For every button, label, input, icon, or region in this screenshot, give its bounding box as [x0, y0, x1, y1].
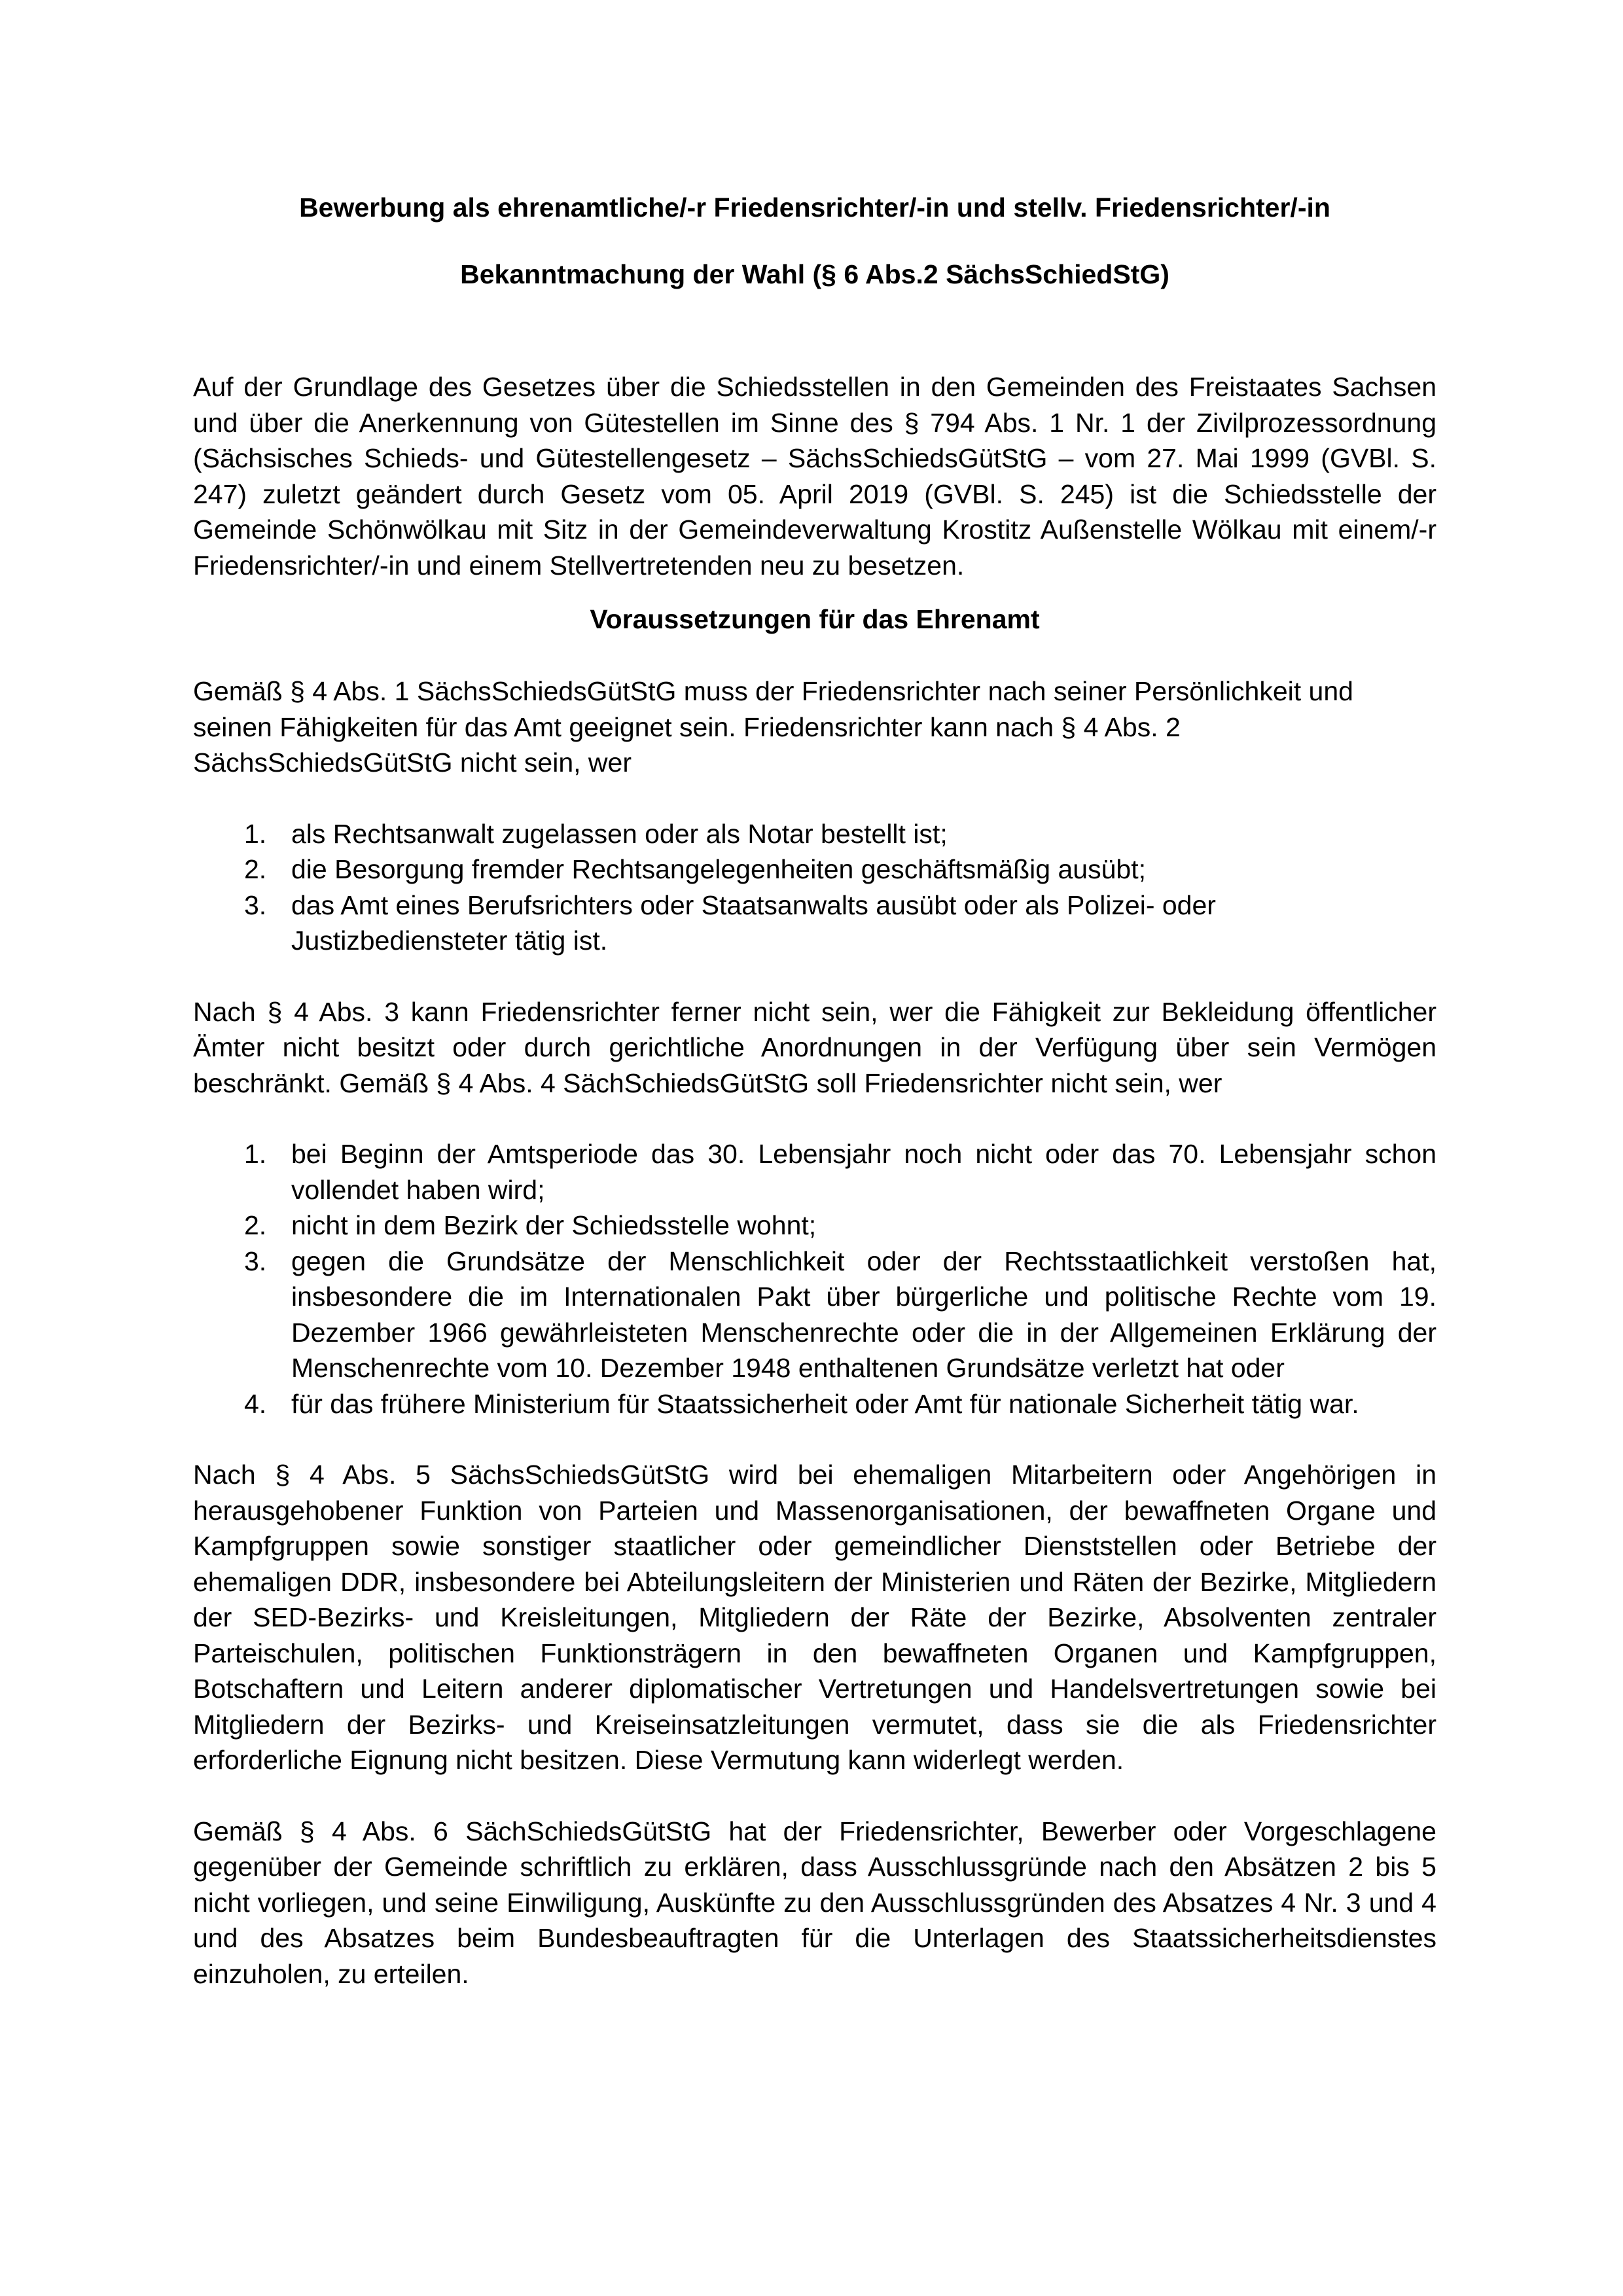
list-item-text: das Amt eines Berufsrichters oder Staatsanwalts ausübt oder als Polizei- oder Justizbediensteter tätig ist.: [291, 889, 1216, 956]
list-item-text: nicht in dem Bezirk der Schiedsstelle wohnt;: [291, 1210, 817, 1240]
list-item-text: die Besorgung fremder Rechtsangelegenheiten geschäftsmäßig ausübt;: [291, 854, 1146, 884]
document-subtitle: Bekanntmachung der Wahl (§ 6 Abs.2 SächsSchiedStG): [460, 259, 1169, 289]
list-item-text: bei Beginn der Amtsperiode das 30. Lebensjahr noch nicht oder das 70. Lebensjahr schon vollendet haben wird;: [291, 1139, 1436, 1205]
document-page: [193, 190, 1436, 1992]
list-item-text: für das frühere Ministerium für Staatssicherheit oder Amt für nationale Sicherheit tätig war.: [291, 1388, 1359, 1419]
list-item: [193, 1208, 1436, 1244]
list-item-number: 1.: [244, 1139, 267, 1169]
paragraph-abs1-2: Gemäß § 4 Abs. 1 SächsSchiedsGütStG muss der Friedensrichter nach seiner Persönlichkeit und seinen Fähigkeiten für das Amt geeignet sein. Friedensrichter kann nach § 4 Abs. 2 SächsSchiedsGütStG nicht sein, wer: [193, 676, 1353, 778]
list-item-number: 3.: [244, 889, 267, 920]
list-item-text: gegen die Grundsätze der Menschlichkeit oder der Rechtsstaatlichkeit verstoßen hat, insbesondere die im Internationalen Pakt über bürgerliche und politische Rechte vom 19. Dezember 1966 gewährleisteten Menschenrechte oder die in der Allgemeinen Erklärung der Menschenrechte vom 10. Dezember 1948 enthaltenen Grundsätze verletzt hat oder: [291, 1246, 1436, 1383]
exclusion-list-abs4: [193, 1136, 1436, 1422]
list-item-number: 2.: [244, 1210, 267, 1240]
list-item: [193, 852, 1436, 888]
list-item-number: 2.: [244, 854, 267, 884]
list-item: [193, 816, 1436, 852]
paragraph-abs6: Gemäß § 4 Abs. 6 SächSchiedsGütStG hat der Friedensrichter, Bewerber oder Vorgeschlagene gegenüber der Gemeinde schriftlich zu erklären, dass Ausschlussgründe nach den Absätzen 2 bis 5 nicht vorliegen, und seine Einwiligung, Auskünfte zu den Ausschlussgründen des Absatzes 4 Nr. 3 und 4 und des Absatzes beim Bundesbeauftragten für die Unterlagen des Staatssicherheitsdienstes einzuholen, zu erteilen.: [193, 1816, 1436, 1989]
list-item-number: 3.: [244, 1246, 267, 1276]
list-item: [193, 888, 1436, 959]
list-item: [193, 1386, 1436, 1422]
list-item-number: 1.: [244, 818, 267, 849]
list-item-number: 4.: [244, 1388, 267, 1419]
list-item: [193, 1244, 1436, 1386]
intro-paragraph: Auf der Grundlage des Gesetzes über die Schiedsstellen in den Gemeinden des Freistaates Sachsen und über die Anerkennung von Gütestellen im Sinne des § 794 Abs. 1 Nr. 1 der Zivilprozessordnung (Sächsisches Schieds- und Gütestellengesetz – SächsSchiedsGütStG – vom 27. Mai 1999 (GVBl. S. 247) zuletzt geändert durch Gesetz vom 05. April 2019 (GVBl. S. 245) ist die Schiedsstelle der Gemeinde Schönwölkau mit Sitz in der Gemeindeverwaltung Krostitz Außenstelle Wölkau mit einem/-r Friedensrichter/-in und einem Stellvertretenden neu zu besetzen.: [193, 372, 1436, 581]
paragraph-abs5: Nach § 4 Abs. 5 SächsSchiedsGütStG wird bei ehemaligen Mitarbeitern oder Angehörigen in herausgehobener Funktion von Parteien und Massenorganisationen, der bewaffneten Organe und Kampfgruppen sowie sonstiger staatlicher oder gemeindlicher Dienststellen oder Betriebe der ehemaligen DDR, insbesondere bei Abteilungsleitern der Ministerien und Räten der Bezirke, Mitgliedern der SED-Bezirks- und Kreisleitungen, Mitgliedern der Räte der Bezirke, Absolventen zentraler Parteischulen, politischen Funktionsträgern in den bewaffneten Organen und Kampfgruppen, Botschaftern und Leitern anderer diplomatischer Vertretungen und Handelsvertretungen sowie bei Mitgliedern der Bezirks- und Kreiseinsatzleitungen vermutet, dass sie die als Friedensrichter erforderliche Eignung nicht besitzen. Diese Vermutung kann widerlegt werden.: [193, 1460, 1436, 1775]
list-item: [193, 1136, 1436, 1208]
document-title: Bewerbung als ehrenamtliche/-r Friedensrichter/-in und stellv. Friedensrichter/-in: [299, 192, 1330, 223]
list-item-text: als Rechtsanwalt zugelassen oder als Notar bestellt ist;: [291, 818, 948, 849]
paragraph-abs3-4: Nach § 4 Abs. 3 kann Friedensrichter ferner nicht sein, wer die Fähigkeit zur Bekleidung öffentlicher Ämter nicht besitzt oder durch gerichtliche Anordnungen in der Verfügung über sein Vermögen beschränkt. Gemäß § 4 Abs. 4 SächSchiedsGütStG soll Friedensrichter nicht sein, wer: [193, 996, 1436, 1098]
exclusion-list-abs2: [193, 816, 1436, 959]
section-heading-requirements: Voraussetzungen für das Ehrenamt: [590, 604, 1040, 634]
